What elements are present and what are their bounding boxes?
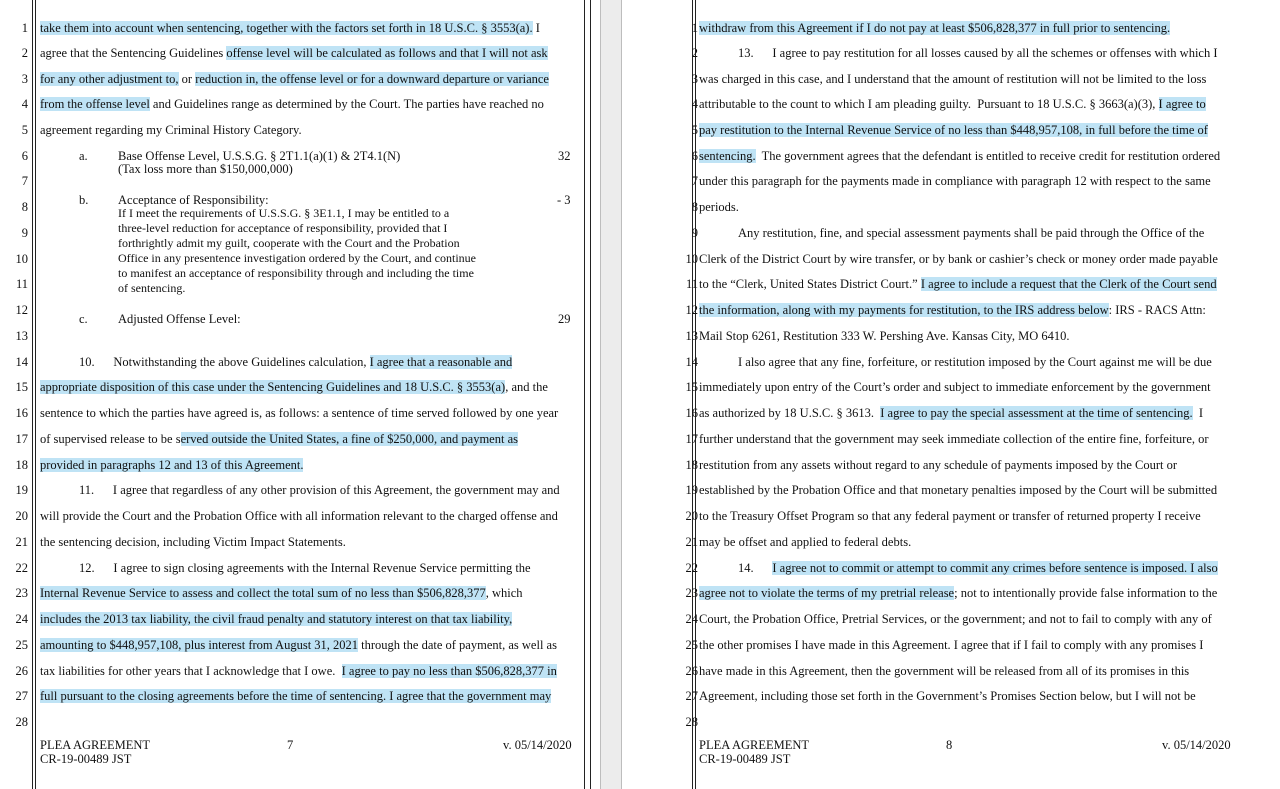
text-line-r23 xyxy=(699,585,1217,601)
footer-title: PLEA AGREEMENT xyxy=(40,738,151,752)
line-number: 6 xyxy=(21,149,28,163)
line-number: 27 xyxy=(15,689,28,703)
line-number: 28 xyxy=(685,715,698,729)
line-number: 15 xyxy=(685,380,698,394)
item-b-text: to manifest an acceptance of responsibility through and including the time xyxy=(118,266,474,280)
text-line-24 xyxy=(40,611,512,627)
line-number: 23 xyxy=(15,586,28,600)
line-number: 21 xyxy=(685,535,698,549)
text-line-r1 xyxy=(699,20,1170,36)
left-margin-rule-double xyxy=(35,0,36,789)
highlight: amounting to $448,957,108, plus interest from August 31, 2021 xyxy=(40,638,359,652)
text-line-r19: established by the Probation Office and that monetary penalties imposed by the Court will be submitted xyxy=(699,483,1218,497)
text-line-20: will provide the Court and the Probation Office with all information relevant to the charged offense and xyxy=(40,509,558,523)
highlight: I agree to include a request that the Clerk of the Court send xyxy=(920,277,1217,291)
text-span: through the date of payment, as well as xyxy=(358,638,557,652)
line-number: 1 xyxy=(691,21,698,35)
text-span: , and the xyxy=(505,380,548,394)
text-line-r12 xyxy=(699,302,1206,318)
text-line-r8: periods. xyxy=(699,200,739,214)
text-line-25 xyxy=(40,637,557,653)
line-number: 4 xyxy=(21,97,28,111)
line-number: 20 xyxy=(685,509,698,523)
item-c-value: 29 xyxy=(558,312,571,326)
item-b-text: three-level reduction for acceptance of responsibility, provided that I xyxy=(118,221,448,235)
line-number: 8 xyxy=(691,200,698,214)
item-b-text: of sentencing. xyxy=(118,281,186,295)
line-number: 19 xyxy=(15,483,28,497)
highlight: reduction in, the offense level or for a downward departure or variance xyxy=(195,72,549,86)
text-line-r18: restitution from any assets without regard to any schedule of payments imposed by the Court or xyxy=(699,458,1178,472)
text-line-r22 xyxy=(738,560,1218,576)
highlight: I agree to xyxy=(1158,97,1206,111)
item-a-line2: (Tax loss more than $150,000,000) xyxy=(118,162,293,176)
text-line-r25: the other promises I have made in this Agreement. I agree that if I fail to comply with any promises I xyxy=(699,638,1204,652)
line-number: 2 xyxy=(691,46,698,60)
text-span: attributable to the count to which I am pleading guilty. Pursuant to 18 U.S.C. § 3663(a)(3), xyxy=(699,97,1159,111)
line-number: 14 xyxy=(685,355,698,369)
item-b-value: - 3 xyxy=(557,193,571,207)
text-line-r3: was charged in this case, and I understand that the amount of restitution will not be limited to the loss xyxy=(699,72,1207,86)
highlight: includes the 2013 tax liability, the civil fraud penalty and statutory interest on that tax liability, xyxy=(40,612,513,626)
line-number: 24 xyxy=(15,612,28,626)
text-span: and Guidelines range as determined by the Court. The parties have reached no xyxy=(149,97,544,111)
text-line-14 xyxy=(79,354,512,370)
highlight: I agree to pay the special assessment at the time of sentencing. xyxy=(880,406,1193,420)
text-line-r15: immediately upon entry of the Court’s order and subject to immediate enforcement by the government xyxy=(699,380,1211,394)
text-span: ; not to intentionally provide false information to the xyxy=(954,586,1218,600)
text-line-18 xyxy=(40,457,303,473)
item-letter-a: a. xyxy=(79,149,88,163)
line-number: 8 xyxy=(21,200,28,214)
text-line-r9: Any restitution, fine, and special assessment payments shall be paid through the Office of the xyxy=(738,226,1205,240)
highlight: erved outside the United States, a fine of $250,000, and payment as xyxy=(180,432,518,446)
highlight: I agree not to commit or attempt to commit any crimes before sentence is imposed. I also xyxy=(772,561,1218,575)
text-span: , which xyxy=(485,586,523,600)
highlight: agree not to violate the terms of my pretrial release xyxy=(699,586,955,600)
line-number: 2 xyxy=(21,46,28,60)
text-line-r2: 13. I agree to pay restitution for all losses caused by all the schemes or offenses with which I xyxy=(738,46,1218,60)
highlight: Internal Revenue Service to assess and collect the total sum of no less than $506,828,377 xyxy=(40,586,486,600)
highlight: provided in paragraphs 12 and 13 of this Agreement. xyxy=(40,458,304,472)
line-number: 1 xyxy=(21,21,28,35)
item-b-text: forthrightly admit my guilt, cooperate with the Court and the Probation xyxy=(118,236,460,250)
text-line-r6 xyxy=(699,148,1220,164)
text-line-r11 xyxy=(699,276,1217,292)
item-a-line1: Base Offense Level, U.S.S.G. § 2T1.1(a)(1) & 2T4.1(N) xyxy=(118,149,401,163)
line-number: 22 xyxy=(15,561,28,575)
text-span: or xyxy=(178,72,196,86)
item-letter-c: c. xyxy=(79,312,88,326)
line-number: 17 xyxy=(685,432,698,446)
line-number: 18 xyxy=(15,458,28,472)
footer-page-number: 7 xyxy=(287,738,294,752)
text-span: to the “Clerk, United States District Court.” xyxy=(699,277,921,291)
text-span: I xyxy=(532,21,540,35)
text-line-r7: under this paragraph for the payments made in compliance with paragraph 12 with respect to the same xyxy=(699,174,1211,188)
text-line-16: sentence to which the parties have agreed is, as follows: a sentence of time served followed by one year xyxy=(40,406,559,420)
footer-version: v. 05/14/2020 xyxy=(1162,738,1231,752)
text-line-r10: Clerk of the District Court by wire transfer, or by bank or cashier’s check or money order made payable xyxy=(699,252,1218,266)
line-number: 23 xyxy=(685,586,698,600)
highlight: withdraw from this Agreement if I do not pay at least $506,828,377 in full prior to sentencing. xyxy=(699,21,1171,35)
text-line-22: 12. I agree to sign closing agreements with the Internal Revenue Service permitting the xyxy=(79,561,531,575)
line-number: 16 xyxy=(685,406,698,420)
text-line-r21: may be offset and applied to federal debts. xyxy=(699,535,912,549)
page-gutter xyxy=(600,0,622,789)
line-number: 9 xyxy=(21,226,28,240)
text-line-1 xyxy=(40,20,540,36)
highlight: take them into account when sentencing, together with the factors set forth in 18 U.S.C. § 3553(a). xyxy=(40,21,533,35)
highlight: the information, along with my payments for restitution, to the IRS address below xyxy=(699,303,1109,317)
line-number: 25 xyxy=(685,638,698,652)
text-line-5: agreement regarding my Criminal History Category. xyxy=(40,123,302,137)
line-number: 6 xyxy=(691,149,698,163)
line-number: 3 xyxy=(21,72,28,86)
item-b-text: If I meet the requirements of U.S.S.G. § 3E1.1, I may be entitled to a xyxy=(118,206,450,220)
highlight: from the offense level xyxy=(40,97,150,111)
line-number: 10 xyxy=(15,252,28,266)
text-line-r13: Mail Stop 6261, Restitution 333 W. Pershing Ave. Kansas City, MO 6410. xyxy=(699,329,1070,343)
footer-page-number: 8 xyxy=(946,738,953,752)
footer-case-number: CR-19-00489 JST xyxy=(699,752,791,766)
highlight: appropriate disposition of this case under the Sentencing Guidelines and 18 U.S.C. § 3553(a) xyxy=(40,380,506,394)
text-line-r4 xyxy=(699,96,1206,112)
line-number: 25 xyxy=(15,638,28,652)
line-number: 11 xyxy=(685,277,698,291)
line-number: 5 xyxy=(21,123,28,137)
highlight: full pursuant to the closing agreements before the time of sentencing. I agree that the government may xyxy=(40,689,552,703)
item-a-value: 32 xyxy=(558,149,571,163)
text-span: : IRS - RACS Attn: xyxy=(1108,303,1206,317)
line-number: 14 xyxy=(15,355,28,369)
text-line-r26: have made in this Agreement, then the government will be released from all of its promises in this xyxy=(699,664,1190,678)
line-number: 9 xyxy=(691,226,698,240)
highlight: I agree that a reasonable and xyxy=(369,355,513,369)
line-number: 12 xyxy=(685,303,698,317)
footer-title: PLEA AGREEMENT xyxy=(699,738,810,752)
line-number: 28 xyxy=(15,715,28,729)
text-line-r16 xyxy=(699,405,1203,421)
text-line-27 xyxy=(40,688,551,704)
text-line-15 xyxy=(40,379,548,395)
line-number: 11 xyxy=(15,277,28,291)
text-span: tax liabilities for other years that I acknowledge that I owe. xyxy=(40,664,342,678)
line-number: 24 xyxy=(685,612,698,626)
text-line-17 xyxy=(40,431,518,447)
item-b-text: Office in any presentence investigation ordered by the Court, and continue xyxy=(118,251,476,265)
text-span: The government agrees that the defendant is entitled to receive credit for restitution ordered xyxy=(755,149,1221,163)
line-number: 22 xyxy=(685,561,698,575)
text-span: as authorized by 18 U.S.C. § 3613. xyxy=(699,406,881,420)
line-number: 13 xyxy=(15,329,28,343)
right-margin-rule xyxy=(584,0,585,789)
line-number: 26 xyxy=(15,664,28,678)
text-line-3 xyxy=(40,71,549,87)
text-span: of supervised release to be s xyxy=(40,432,181,446)
text-line-2 xyxy=(40,45,548,61)
line-number: 4 xyxy=(691,97,698,111)
footer-case-number: CR-19-00489 JST xyxy=(40,752,132,766)
line-number: 26 xyxy=(685,664,698,678)
line-number: 10 xyxy=(685,252,698,266)
text-line-26 xyxy=(40,663,557,679)
highlight: offense level will be calculated as follows and that I will not ask xyxy=(226,46,548,60)
right-margin-rule-outer xyxy=(590,0,591,789)
text-line-19: 11. I agree that regardless of any other provision of this Agreement, the government may and xyxy=(79,483,560,497)
highlight: pay restitution to the Internal Revenue Service of no less than $448,957,108, in full before the time of xyxy=(699,123,1208,137)
text-span: I xyxy=(1192,406,1204,420)
highlight: sentencing. xyxy=(699,149,756,163)
line-number: 3 xyxy=(691,72,698,86)
line-number: 12 xyxy=(15,303,28,317)
line-number: 13 xyxy=(685,329,698,343)
text-line-r27: Agreement, including those set forth in the Government’s Promises Section below, but I will not be xyxy=(699,689,1196,703)
text-line-r14: I also agree that any fine, forfeiture, or restitution imposed by the Court against me will be due xyxy=(738,355,1212,369)
text-line-23 xyxy=(40,585,523,601)
line-number: 7 xyxy=(21,174,28,188)
line-number: 18 xyxy=(685,458,698,472)
line-number: 5 xyxy=(691,123,698,137)
line-number: 27 xyxy=(685,689,698,703)
item-letter-b: b. xyxy=(79,193,89,207)
item-c-label: Adjusted Offense Level: xyxy=(118,312,241,326)
left-page xyxy=(0,0,600,789)
footer-version: v. 05/14/2020 xyxy=(503,738,572,752)
text-line-r20: to the Treasury Offset Program so that any federal payment or transfer of returned property I receive xyxy=(699,509,1201,523)
left-margin-rule xyxy=(32,0,33,789)
highlight: for any other adjustment to, xyxy=(40,72,179,86)
line-number: 20 xyxy=(15,509,28,523)
line-number: 7 xyxy=(691,174,698,188)
line-number: 21 xyxy=(15,535,28,549)
line-number: 19 xyxy=(685,483,698,497)
line-number: 16 xyxy=(15,406,28,420)
text-span: 10. Notwithstanding the above Guidelines calculation, xyxy=(79,355,370,369)
text-line-r24: Court, the Probation Office, Pretrial Services, or the government; and not to fail to comply with any of xyxy=(699,612,1212,626)
line-number: 15 xyxy=(15,380,28,394)
text-span: agree that the Sentencing Guidelines xyxy=(40,46,227,60)
text-span: 14. xyxy=(738,561,773,575)
item-b-title: Acceptance of Responsibility: xyxy=(118,193,269,207)
text-line-4 xyxy=(40,96,544,112)
text-line-r17: further understand that the government may seek immediate collection of the entire fine, forfeiture, or xyxy=(699,432,1209,446)
line-number: 17 xyxy=(15,432,28,446)
text-line-r5 xyxy=(699,122,1208,138)
highlight: I agree to pay no less than $506,828,377 in xyxy=(341,664,557,678)
text-line-21: the sentencing decision, including Victim Impact Statements. xyxy=(40,535,346,549)
